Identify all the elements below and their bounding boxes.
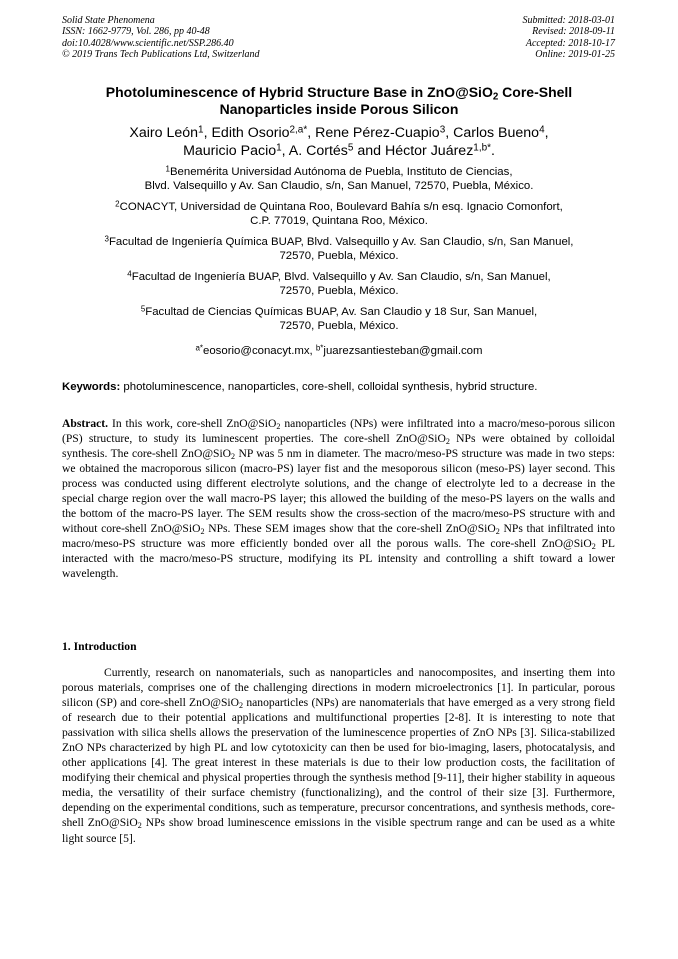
title-line-1: Photoluminescence of Hybrid Structure Base in ZnO@SiO$_2$ Core-Shell: [105, 84, 573, 103]
authors-line-1: Xairo León$^1$, Edith Osorio$^{2,a*}$, Rene Pérez-Cuapio$^3$, Carlos Bueno$^4$,: [129, 124, 549, 141]
journal-issn: ISSN: 1662-9779, Vol. 286, pp 40-48: [62, 26, 210, 38]
revised-date: Revised: 2018-09-11: [532, 26, 615, 38]
online-date: Online: 2019-01-25: [535, 49, 615, 61]
journal-copyright: © 2019 Trans Tech Publications Ltd, Switzerland: [62, 49, 260, 61]
affiliation-3: $^3$Facultad de Ingeniería Química BUAP, Blvd. Valsequillo y Av. San Claudio, s/n, San Manuel, 72570, Puebla, México.: [104, 234, 574, 262]
corresponding-emails[interactable]: $^{a*}$eosorio@conacyt.mx, $^{b*}$juarezsantiesteban@gmail.com: [195, 343, 483, 357]
keywords: [62, 380, 616, 394]
introduction-paragraph: Currently, research on nanomaterials, such as nanoparticles and nanocomposites, and inserting them into porous materials, comprises one of the challenging directions in modern microelectronics [1]. In particular, porous silicon (SP) and core-shell ZnO@SiO$_2$ nanoparticles (NPs) are nanomaterials that have emerged as a very strong field of research due to their potential applications and multifunctional properties [2-8]. It is interesting to note that passivation with silica shells allows the preservation of the luminescence properties of ZnO NPs [3]. Silica-stabilized ZnO NPs characterized by high PL and low cytotoxicity can then be used for bio-imaging, lasers, photocatalysis, and other applications [4]. The great interest in these materials is due to their low production costs, the facilitation of modifying their chemical and physical properties through the synthesis method [9-11], their higher stability in aqueous media, the versatility of their surface chemistry (functionalizing), and the control of their size [3]. Furthermore, depending on the experimental conditions, such as temperature, precursor concentrations, and synthesis methods, core-shell ZnO@SiO$_2$ NPs show broad luminescence emissions in the visible spectrum range and can be used as a white light source [5].: [62, 666, 616, 845]
journal-name: Solid State Phenomena: [62, 15, 155, 26]
affiliation-4: $^4$Facultad de Ingeniería BUAP, Blvd. Valsequillo y Av. San Claudio, s/n, San Manuel, 72570, Puebla, México.: [127, 269, 551, 297]
journal-doi[interactable]: doi:10.4028/www.scientific.net/SSP.286.40: [62, 37, 234, 49]
abstract-label: Abstract.: [62, 417, 109, 430]
affiliation-1: $^1$Benemérita Universidad Autónoma de Puebla, Instituto de Ciencias, Blvd. Valsequillo y Av. San Claudio, s/n, San Manuel, 72570, Puebla, México.: [144, 164, 534, 192]
keywords-label: Keywords:: [62, 381, 121, 393]
authors-line-2: Mauricio Pacio$^1$, A. Cortés$^5$ and Héctor Juárez$^{1,b*}$.: [183, 142, 495, 159]
affiliations: [50, 165, 628, 358]
keywords-text: photoluminescence, nanoparticles, core-shell, colloidal synthesis, hybrid structure.: [120, 381, 538, 393]
accepted-date: Accepted: 2018-10-17: [525, 37, 615, 49]
affiliation-2: $^2$CONACYT, Universidad de Quintana Roo, Boulevard Bahía s/n esq. Ignacio Comonfort, C.P. 77019, Quintana Roo, México.: [115, 199, 563, 227]
affiliation-5: $^5$Facultad de Ciencias Químicas BUAP, Av. San Claudio y 18 Sur, San Manuel, 72570, Puebla, México.: [140, 304, 538, 332]
title-line-2: Nanoparticles inside Porous Silicon: [219, 101, 459, 117]
journal-info: [62, 15, 260, 61]
submission-dates: [523, 15, 616, 61]
abstract-paragraph: Abstract. In this work, core-shell ZnO@SiO$_2$ nanoparticles (NPs) were infiltrated into a macro/meso-porous silicon (PS) structure, to study its luminescent properties. The core-shell ZnO@SiO$_2$ NPs were obtained by colloidal synthesis. The core-shell ZnO@SiO$_2$ NP was 5 nm in diameter. The macro/meso-PS structure was made in two steps: we obtained the macroporous silicon (macro-PS) layer fist and the mesoporous silicon (meso-PS) layer second. This process was conducted using different electrolyte solutions, and the change of electrolyte led to a decrease in the special charge region over the wall macro-PS layer; this allowed the building of the meso-PS layers on the walls and the bottom of the macro-PS layer. The SEM results show the cross-section of the macro/meso-PS structure with and without core-shell ZnO@SiO$_2$ NPs. These SEM images show that the core-shell ZnO@SiO$_2$ NPs that infiltrated into macro/meso-PS structure was more efficiently bonded over all the porous walls. The core-shell ZnO@SiO$_2$ PL interacted with the macro/meso-PS structure, modifying its PL intensity and controlling a shift toward a lower wavelength.: [62, 417, 616, 581]
author-list: [40, 124, 638, 160]
section-heading-introduction: 1. Introduction: [62, 640, 137, 653]
paper-title: [40, 84, 638, 118]
submitted-date: Submitted: 2018-03-01: [522, 15, 615, 26]
